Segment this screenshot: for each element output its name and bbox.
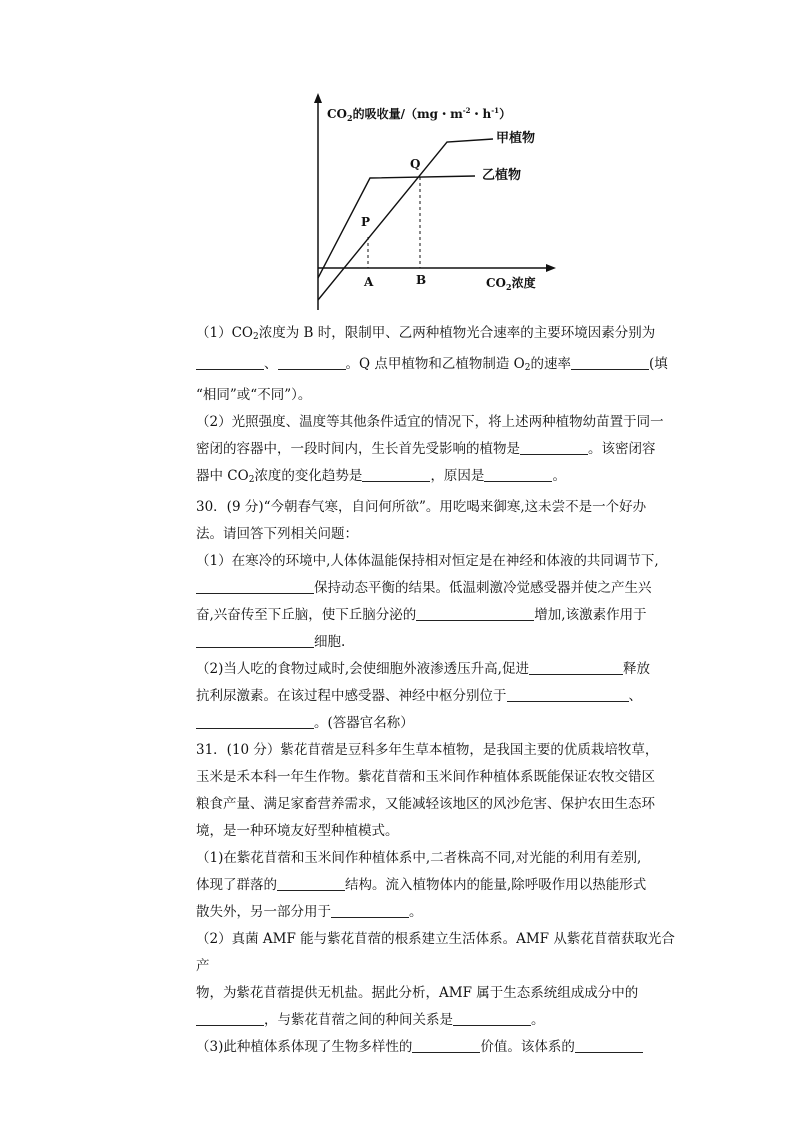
co2-absorption-figure xyxy=(300,92,570,317)
q31-heading-line3: 粮食产量、满足家畜营养需求，又能减轻该地区的风沙危害、保护农田生态环 xyxy=(196,796,655,812)
tick-a-label: A xyxy=(364,275,374,289)
q30-part1-line1: （1）在寒冷的环境中,人体体温能保持相对恒定是在神经和体液的共同调节下, xyxy=(196,553,659,569)
y-axis-arrow xyxy=(314,93,322,103)
q30-part2-line3: 。(答器官名称） xyxy=(196,710,686,737)
q29-part1-line2: 、 。Q 点甲植物和乙植物制造 $O_2$的速率 (填 xyxy=(196,351,686,382)
answer-blank[interactable] xyxy=(196,714,314,729)
series-yi-line xyxy=(318,176,475,278)
point-p-label: P xyxy=(361,215,371,229)
q31-part2-line3: ，与紫花苜蓿之间的种间关系是 。 xyxy=(196,1007,686,1034)
q30-part1-line3: 奋,兴奋传至下丘脑，使下丘脑分泌的 增加,该激素作用于 xyxy=(196,607,647,623)
answer-blank[interactable] xyxy=(484,467,552,482)
q31-part1-line3: 散失外，另一部分用于 。 xyxy=(196,904,423,920)
answer-blank[interactable] xyxy=(416,606,534,621)
answer-blank[interactable] xyxy=(196,633,314,648)
q29-part2-line2: 密闭的容器中，一段时间内，生长首先受影响的植物是 。该密闭容 xyxy=(196,441,656,457)
q31-heading-line1: 31．(10 分）紫花苜蓿是豆科多年生草本植物，是我国主要的优质栽培牧草， xyxy=(196,742,659,758)
series-jia-line xyxy=(318,139,493,300)
q31-part1-line2: 体现了群落的 结构。流入植物体内的能量,除呼吸作用以热能形式 xyxy=(196,877,647,893)
answer-blank[interactable] xyxy=(507,687,629,702)
answer-blank[interactable] xyxy=(277,876,345,891)
answer-blank[interactable] xyxy=(196,579,314,594)
series-yi-label: 乙植物 xyxy=(482,168,522,183)
answer-blank[interactable] xyxy=(278,355,346,370)
answer-blank[interactable] xyxy=(571,355,649,370)
q29-part2-line3: 器中 $CO_2$浓度的变化趋势是 ，原因是 。 xyxy=(196,468,566,485)
y-axis-label: $CO_2$的吸收量/（mg・$m^{-2}$・$h^{-1}$） xyxy=(327,106,512,123)
question-content xyxy=(196,320,686,1061)
answer-blank[interactable] xyxy=(520,440,588,455)
figure-canvas xyxy=(300,92,570,317)
answer-blank[interactable] xyxy=(331,903,409,918)
answer-blank[interactable] xyxy=(362,467,430,482)
q30-part1-line2: 保持动态平衡的结果。低温刺激冷觉感受器并使之产生兴 xyxy=(196,575,686,602)
q30-heading-line2: 法。请回答下列相关问题： xyxy=(196,526,358,542)
answer-blank[interactable] xyxy=(575,1038,643,1053)
q31-heading-line4: 境，是一种环境友好型种植模式。 xyxy=(196,823,399,839)
x-axis-label: $CO_2$浓度 xyxy=(486,276,536,292)
q31-part2-line1: （2）真菌 AMF 能与紫花苜蓿的根系建立生活体系。AMF 从紫花苜蓿获取光合产 xyxy=(196,931,675,974)
series-jia-label: 甲植物 xyxy=(496,131,536,146)
q29-part2-line1: （2）光照强度、温度等其他条件适宜的情况下，将上述两种植物幼苗置于同一 xyxy=(196,414,664,430)
answer-blank[interactable] xyxy=(529,660,623,675)
point-q-label: Q xyxy=(410,157,421,171)
q30-part2-line1: （2)当人吃的食物过咸时,会使细胞外液渗透压升高,促进 释放 xyxy=(196,661,650,677)
q31-part3-line1: （3)此种植体系体现了生物多样性的 价值。该体系的 xyxy=(196,1034,686,1061)
answer-blank[interactable] xyxy=(412,1038,480,1053)
answer-blank[interactable] xyxy=(196,1011,264,1026)
q30-heading-line1: 30．(9 分)“今朝春气寒，自问何所欲”。用吃喝来御寒,这未尝不是一个好办 xyxy=(196,499,647,515)
q29-part1-line1: $(1)CO_2$浓度为 B 时，限制甲、乙两种植物光合速率的主要环境因素分别为 xyxy=(196,325,656,342)
q30-part2-line2: 抗利尿激素。在该过程中感受器、神经中枢分别位于 、 xyxy=(196,688,642,704)
x-axis-arrow xyxy=(546,264,556,272)
answer-blank[interactable] xyxy=(196,355,264,370)
q31-part1-line1: （1)在紫花苜蓿和玉米间作种植体系中,二者株高不同,对光能的利用有差别, xyxy=(196,850,642,866)
q31-heading-line2: 玉米是禾本科一年生作物。紫花苜蓿和玉米间作种植体系既能保证农牧交错区 xyxy=(196,769,655,785)
q30-part1-line4: 细胞. xyxy=(196,629,686,656)
q29-part1-line3: “相同”或“不同”）。 xyxy=(196,387,312,403)
q31-part2-line2: 物，为紫花苜蓿提供无机盐。据此分析，AMF 属于生态系统组成成分中的 xyxy=(196,985,639,1001)
tick-b-label: B xyxy=(416,273,427,287)
answer-blank[interactable] xyxy=(453,1011,531,1026)
